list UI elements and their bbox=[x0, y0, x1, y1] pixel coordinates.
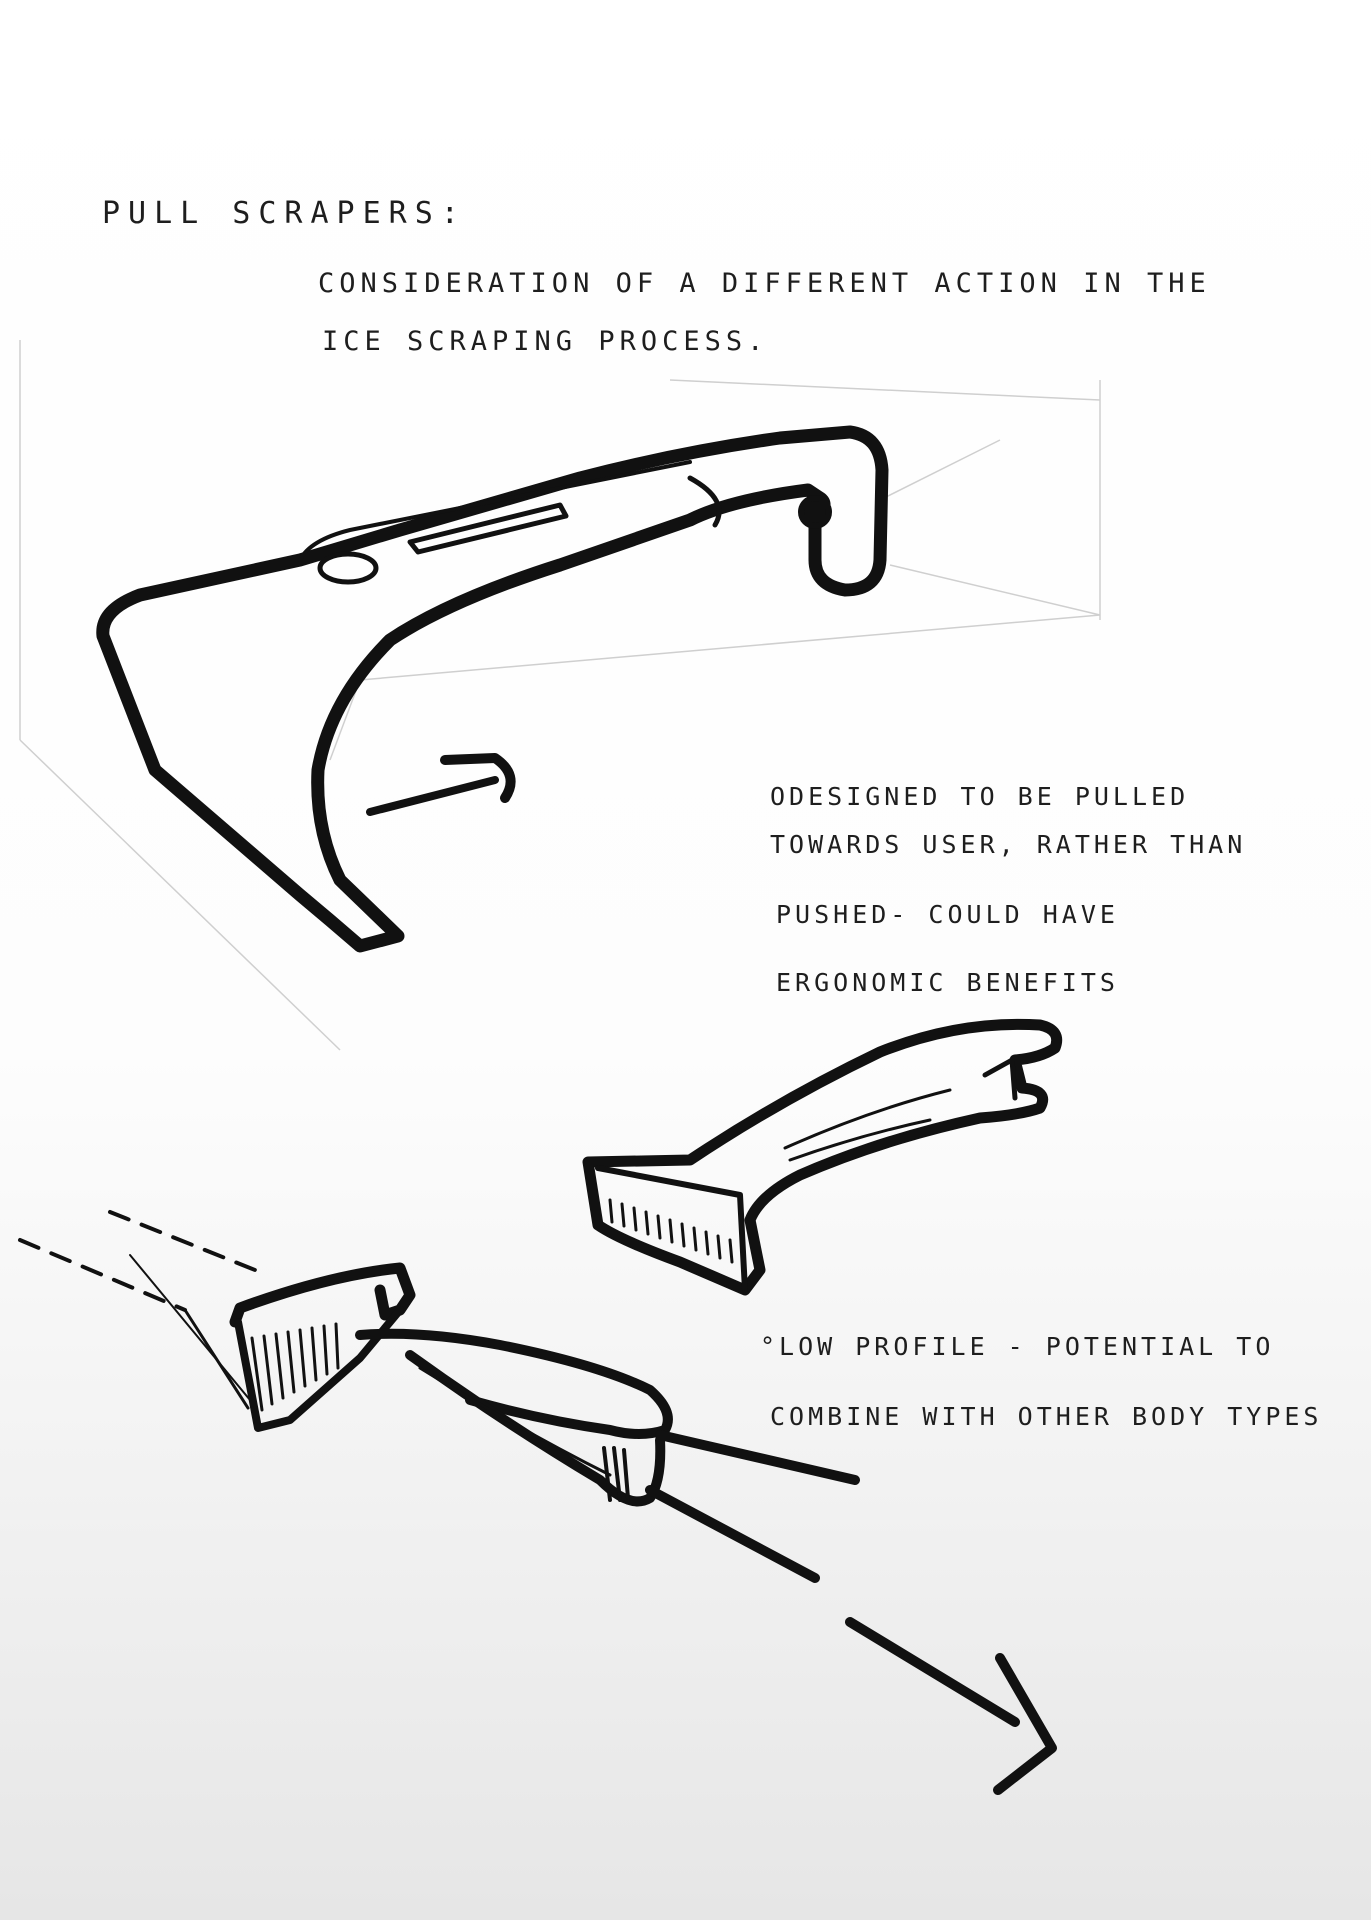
medium-scraper-sketch bbox=[588, 1024, 1057, 1290]
pulled-note-line-2: TOWARDS USER, RATHER THAN bbox=[770, 830, 1247, 859]
profile-note-line-2: COMBINE WITH OTHER BODY TYPES bbox=[770, 1402, 1323, 1431]
pulled-note-line-1: ODESIGNED TO BE PULLED bbox=[770, 782, 1190, 811]
page-title: PULL SCRAPERS: bbox=[102, 196, 467, 231]
intro-line-1: CONSIDERATION OF A DIFFERENT ACTION IN THE bbox=[318, 268, 1211, 299]
intro-line-2: ICE SCRAPING PROCESS. bbox=[322, 326, 769, 357]
construction-lines bbox=[20, 340, 1100, 1050]
low-profile-scraper-sketch bbox=[20, 1212, 1052, 1790]
large-pull-scraper-sketch bbox=[103, 432, 882, 946]
pulled-note-line-4: ERGONOMIC BENEFITS bbox=[776, 968, 1119, 997]
profile-note-line-1: °LOW PROFILE - POTENTIAL TO bbox=[760, 1332, 1275, 1361]
pulled-note-line-3: PUSHED- COULD HAVE bbox=[776, 900, 1119, 929]
